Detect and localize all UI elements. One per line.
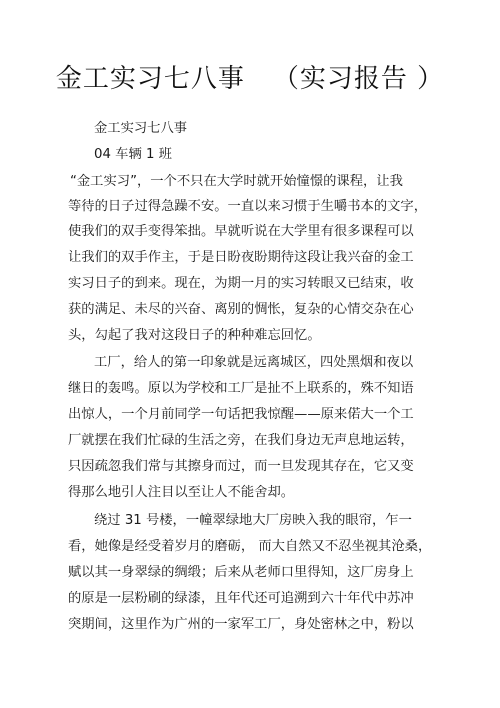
page-title — [0, 58, 500, 95]
paragraph-line: 突期间，这里作为广州的一家军工厂，身处密林之中，粉以 — [68, 617, 414, 632]
paragraph-line: 获的满足、未尽的兴奋、离别的惆怅，复杂的心情交杂在心 — [68, 302, 414, 317]
paragraph-line: 厂就摆在我们忙碌的生活之旁，在我们身边无声息地运转， — [68, 433, 414, 448]
paragraph-line: 绕过 31 号楼，一幢翠绿地大厂房映入我的眼帘，乍一 — [94, 513, 412, 528]
paragraph-line: 得那么地引人注目以至让人不能舍却。 — [68, 485, 295, 500]
class-line: 04 车辆 1 班 — [94, 147, 172, 162]
paragraph-line: 实习日子的到来。现在，为期一月的实习转眼又已结束，收 — [68, 276, 414, 291]
paragraph-line: 使我们的双手变得笨拙。早就听说在大学里有很多课程可以 — [68, 224, 414, 239]
title-main: 金工实习七八事 — [55, 64, 245, 94]
paragraph-line: 头，勾起了我对这段日子的种种难忘回忆。 — [68, 328, 321, 343]
paragraph-line: 继日的轰鸣。原以为学校和工厂是扯不上联系的，殊不知语 — [68, 381, 414, 396]
paragraph-line: “金工实习”，一个不只在大学时就开始憧憬的课程，让我 — [70, 174, 403, 189]
paragraph-line: 工厂，给人的第一印象就是远离城区，四处黑烟和夜以 — [94, 355, 414, 370]
paragraph-line: 让我们的双手作主，于是日盼夜盼期待这段让我兴奋的金工 — [68, 250, 414, 265]
subtitle: 金工实习七八事 — [94, 121, 188, 136]
paragraph-line: 的原是一层粉刷的绿漆，且年代还可追溯到六十年代中苏冲 — [68, 591, 414, 606]
paragraph-line: 出惊人，一个月前同学一句话把我惊醒——原来偌大一个工 — [68, 407, 414, 422]
paragraph-line: 等待的日子过得急躁不安。一直以来习惯于生嚼书本的文字， — [68, 199, 428, 214]
paragraph-line: 只因疏忽我们常与其擦身而过，而一旦发现其存在，它又变 — [68, 459, 414, 474]
paragraph-line: 赋以其一身翠绿的绸缎；后来从老师口里得知，这厂房身上 — [68, 565, 414, 580]
title-sub: （实习报告 ） — [272, 64, 445, 94]
paragraph-line: 看，她像是经受着岁月的磨砺， 而大自然又不忍坐视其沧桑， — [68, 539, 432, 554]
